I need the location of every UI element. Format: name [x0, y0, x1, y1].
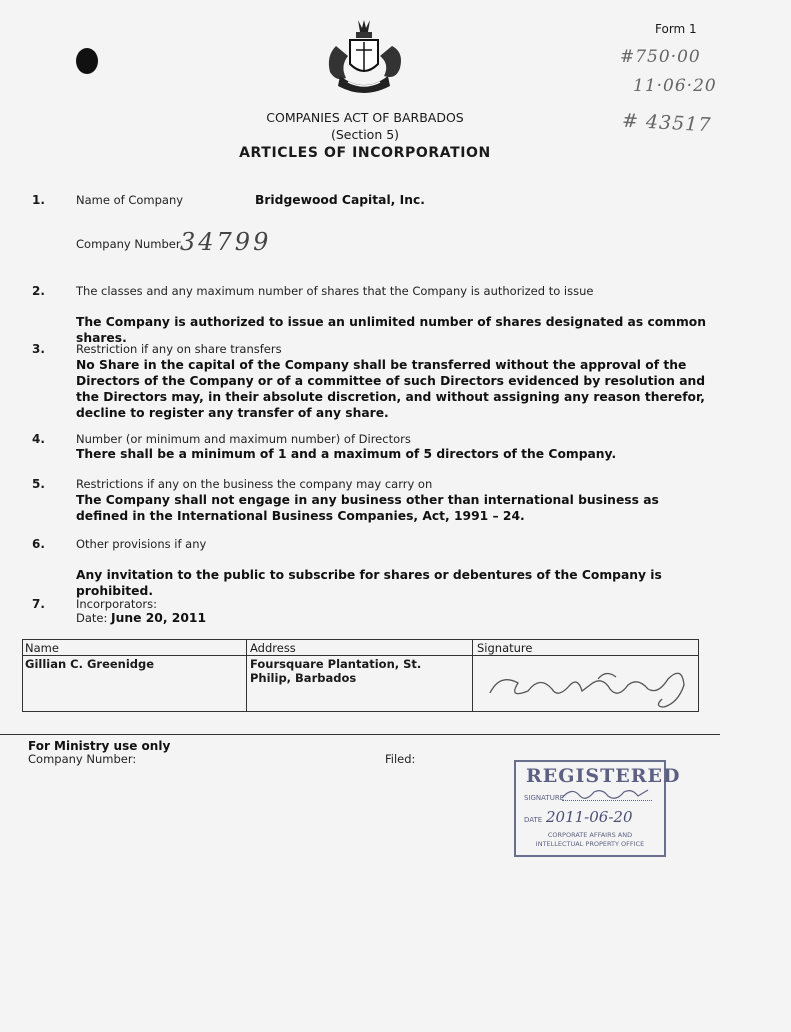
item-number-5: 5. — [32, 477, 45, 491]
share-classes-label: The classes and any maximum number of shares that the Company is authorized to issue — [76, 284, 594, 298]
share-transfer-restriction-label: Restriction if any on share transfers — [76, 342, 282, 356]
share-classes-value: The Company is authorized to issue an unlimited number of shares designated as common shares. — [76, 315, 707, 345]
item-number-3: 3. — [32, 342, 45, 356]
section-reference: (Section 5) — [330, 127, 400, 142]
share-transfer-restriction-value: No Share in the capital of the Company shall be transferred without the approval of the Directors of the Company or of a committee of such Directors evidenced by resolution and the Directors may, in their absolute discretion, and without assigning any reason therefor, decline to register any transfer of any share. — [76, 358, 706, 420]
item-number-7: 7. — [32, 597, 45, 611]
punch-hole-mark — [76, 48, 98, 74]
act-title: COMPANIES ACT OF BARBADOS — [266, 110, 464, 125]
incorporation-date-value: June 20, 2011 — [111, 611, 207, 625]
incorporator-name: Gillian C. Greenidge — [25, 657, 155, 671]
stamp-office-line-1: CORPORATE AFFAIRS AND — [547, 831, 633, 839]
ministry-filed-label: Filed: — [385, 752, 416, 766]
registered-stamp — [514, 760, 681, 857]
stamp-office-line-2: INTELLECTUAL PROPERTY OFFICE — [535, 840, 645, 848]
ministry-company-number-label: Company Number: — [28, 752, 137, 766]
other-provisions-value: Any invitation to the public to subscribe for shares or debentures of the Company is prohibited. — [76, 568, 662, 598]
table-column-divider — [246, 640, 247, 711]
handwritten-date-note: 11·06·20 — [633, 76, 717, 96]
company-name-label: Name of Company — [76, 193, 184, 207]
table-header-signature: Signature — [477, 641, 533, 655]
stamp-signature-label: SIGNATURE — [524, 794, 565, 802]
incorporators-table — [22, 639, 699, 712]
business-restrictions-label: Restrictions if any on the business the company may carry on — [76, 477, 433, 491]
item-number-1: 1. — [32, 193, 45, 207]
section-divider — [0, 734, 720, 735]
stamp-date-label: DATE — [524, 816, 543, 824]
incorporators-label: Incorporators: — [76, 597, 158, 611]
incorporation-date-line — [76, 611, 206, 625]
table-header-name: Name — [25, 641, 59, 655]
directors-label: Number (or minimum and maximum number) of Directors — [76, 432, 411, 446]
incorporator-signature — [478, 655, 698, 711]
ministry-use-heading: For Ministry use only — [28, 739, 171, 753]
company-number-label: Company Number — [76, 237, 181, 251]
stamp-date-handwritten: 2011-06-20 — [546, 808, 633, 826]
stamp-title: REGISTERED — [526, 765, 681, 787]
table-header-address: Address — [250, 641, 296, 655]
handwritten-receipt-note: # 43517 — [621, 109, 712, 137]
table-column-divider — [472, 640, 473, 711]
incorporator-address: Foursquare Plantation, St. Philip, Barbados — [250, 657, 422, 685]
other-provisions-label: Other provisions if any — [76, 537, 207, 551]
coat-of-arms-emblem — [318, 16, 410, 98]
stamp-handwritten-signature — [558, 784, 654, 804]
company-number-handwritten: 34799 — [180, 228, 272, 256]
company-name-value: Bridgewood Capital, Inc. — [255, 193, 425, 207]
handwritten-fee-note: #750·00 — [620, 47, 701, 67]
form-number: Form 1 — [655, 22, 697, 36]
incorporation-date-label: Date: — [76, 611, 108, 625]
item-number-2: 2. — [32, 284, 45, 298]
item-number-4: 4. — [32, 432, 45, 446]
business-restrictions-value: The Company shall not engage in any business other than international business as defined in the International Business Companies, Act, 1991 – 24. — [76, 493, 659, 523]
directors-value: There shall be a minimum of 1 and a maximum of 5 directors of the Company. — [76, 447, 617, 461]
item-number-6: 6. — [32, 537, 45, 551]
document-title: ARTICLES OF INCORPORATION — [239, 145, 491, 161]
